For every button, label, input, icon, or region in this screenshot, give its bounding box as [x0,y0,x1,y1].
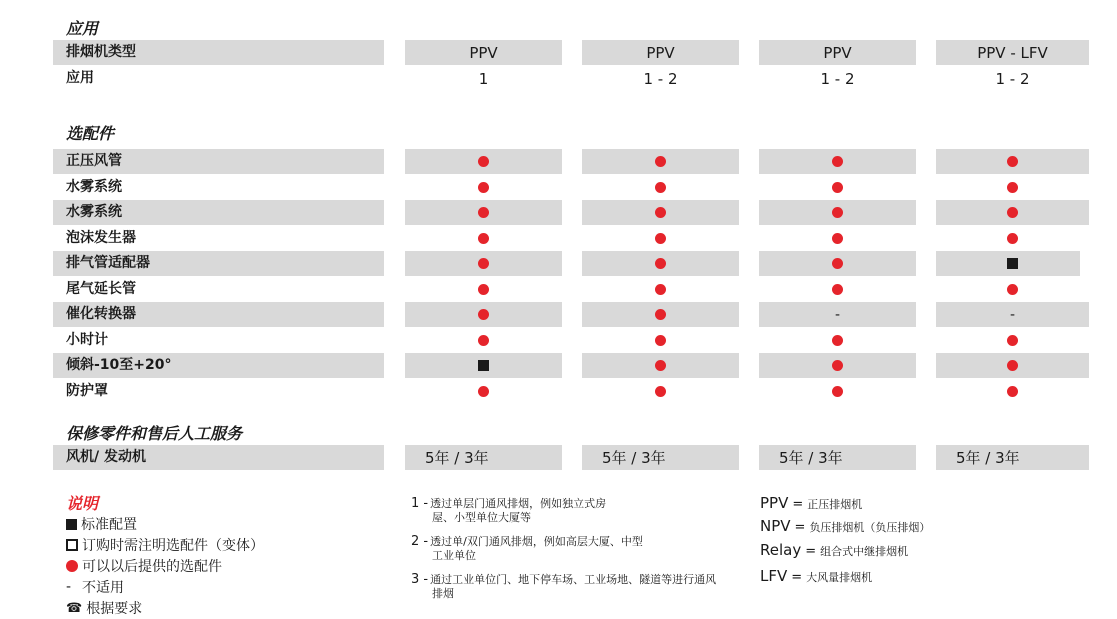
option-label: 防护罩 [66,383,108,399]
note-line [411,573,716,587]
abbreviation-key: LFV [760,567,788,585]
note-number: 2 - [411,534,429,549]
option-available-dot-icon [832,207,843,218]
option-cell [405,302,562,327]
note-number: 1 - [411,496,429,511]
application-value: 1 - 2 [643,69,678,88]
option-available-dot-icon [478,156,489,167]
equals-sign: = [805,544,817,559]
note-line: 排烟 [432,587,454,600]
legend-text: 可以以后提供的选配件 [82,559,222,575]
option-cell [759,251,916,276]
option-cell [759,353,916,378]
option-available-dot-icon [478,182,489,193]
option-cell [936,175,1089,200]
option-available-dot-icon [655,360,666,371]
equals-sign: = [791,570,803,585]
option-cell [405,251,562,276]
option-cell [936,251,1089,276]
abbreviation-item [760,541,908,559]
option-cell [936,379,1089,404]
option-cell [759,149,916,174]
option-available-dot-icon [655,309,666,320]
note-line [411,497,606,511]
section-title-application: 应用 [66,19,99,38]
option-available-dot-icon [832,386,843,397]
standard-square-icon [1007,258,1018,269]
standard-square-icon [478,360,489,371]
option-cell [759,302,916,327]
legend-item [66,577,124,597]
phone-icon: ☎ [66,600,83,616]
option-cell [936,149,1089,174]
option-label: 水雾系统 [66,179,122,195]
option-available-dot-icon [655,182,666,193]
dash-icon: - [66,579,72,595]
option-cell [582,226,739,251]
option-label: 小时计 [66,332,108,348]
option-cell [405,149,562,174]
option-cell [936,302,1089,327]
note-line [411,535,643,549]
option-label: 水雾系统 [66,204,122,220]
option-available-dot-icon [832,335,843,346]
option-available-dot-icon [832,360,843,371]
application-value: 1 - 2 [995,69,1030,88]
option-cell [405,226,562,251]
note-item [411,497,606,525]
abbreviation-item [760,567,872,585]
option-available-dot-icon [1007,156,1018,167]
option-available-dot-icon [1007,182,1018,193]
option-cell [582,379,739,404]
note-item [411,573,716,601]
option-cell [405,200,562,225]
option-available-dot-icon [478,258,489,269]
legend-item [66,556,222,576]
option-cell [582,149,739,174]
row-label: 应用 [66,70,94,86]
column-header: PPV [646,43,675,62]
option-available-dot-icon [832,233,843,244]
application-value: 1 - 2 [820,69,855,88]
option-cell [582,251,739,276]
option-cell [582,328,739,353]
option-cell [936,226,1089,251]
option-cell [582,200,739,225]
column-header: PPV [823,43,852,62]
abbreviation-item [760,517,930,535]
option-available-dot-icon [832,258,843,269]
option-cell [582,277,739,302]
section-title-warranty: 保修零件和售后人工服务 [66,424,243,443]
equals-sign: = [792,497,804,512]
note-item [411,535,643,563]
option-label: 倾斜-10至+20° [66,357,172,373]
option-available-dot-icon [832,156,843,167]
legend-text: 标准配置 [81,517,137,533]
option-available-dot-icon [478,335,489,346]
option-available-dot-icon [655,284,666,295]
option-label: 泡沫发生器 [66,230,136,246]
note-text: 透过单层门通风排烟，例如独立式房 [430,497,607,510]
option-cell [759,277,916,302]
warranty-value: 5年 / 3年 [779,449,843,467]
option-cell [582,353,739,378]
legend-text: 不适用 [82,580,124,596]
option-available-dot-icon [478,309,489,320]
not-applicable-dash: - [1009,306,1016,323]
option-available-dot-icon [1007,207,1018,218]
warranty-value: 5年 / 3年 [956,449,1020,467]
option-label: 尾气延长管 [66,281,136,297]
option-available-dot-icon [655,386,666,397]
option-available-dot-icon [478,233,489,244]
option-available-dot-icon [832,182,843,193]
option-cell [936,200,1089,225]
legend-text: 根据要求 [86,601,143,617]
warranty-value: 5年 / 3年 [602,449,666,467]
option-cell [405,328,562,353]
option-cell [936,328,1089,353]
not-applicable-dash: - [834,306,841,323]
legend-item [66,598,142,618]
equals-sign: = [794,520,806,535]
option-available-dot-icon [655,233,666,244]
option-cell [405,175,562,200]
option-available-dot-icon [1007,284,1018,295]
option-cell [759,328,916,353]
abbreviation-key: PPV [760,494,789,512]
legend-text: 订购时需注明选配件（变体） [82,538,264,554]
option-available-dot-icon [478,207,489,218]
abbreviation-key: NPV [760,517,791,535]
note-text: 透过单/双门通风排烟，例如高层大厦、中型 [430,535,643,548]
option-available-dot-icon [1007,335,1018,346]
option-available-dot-icon [655,156,666,167]
option-cell [759,226,916,251]
section-title-options: 选配件 [66,124,115,143]
abbreviation-desc: 正压排烟机 [807,498,863,511]
note-line: 工业单位 [432,549,476,562]
option-label: 催化转换器 [66,306,136,322]
row-label: 排烟机类型 [66,44,136,60]
red-dot-icon [66,560,78,572]
option-cell [759,175,916,200]
square-outline-icon [66,539,78,551]
note-number: 3 - [411,572,429,587]
warranty-value: 5年 / 3年 [425,449,489,467]
column-header: PPV - LFV [977,43,1048,62]
option-cell [405,277,562,302]
note-line: 屋、小型单位大厦等 [432,511,531,524]
abbreviation-desc: 负压排烟机（负压排烟） [809,521,931,534]
note-text: 通过工业单位门、地下停车场、工业场地、隧道等进行通风 [430,573,717,586]
option-available-dot-icon [1007,386,1018,397]
column-header: PPV [469,43,498,62]
option-cell [936,277,1089,302]
option-cell [582,302,739,327]
warranty-label: 风机/ 发动机 [66,449,146,465]
option-cell [405,379,562,404]
option-cell [759,200,916,225]
option-available-dot-icon [655,335,666,346]
option-label: 正压风管 [66,153,122,169]
option-available-dot-icon [832,284,843,295]
option-cell [405,353,562,378]
square-filled-icon [66,519,77,530]
abbreviation-key: Relay [760,541,802,559]
option-available-dot-icon [1007,233,1018,244]
legend-title: 说明 [66,494,99,513]
abbreviation-desc: 组合式中继排烟机 [820,545,909,558]
option-cell [582,175,739,200]
option-cell [759,379,916,404]
option-available-dot-icon [655,207,666,218]
abbreviation-item [760,494,862,512]
abbreviation-desc: 大风量排烟机 [806,571,873,584]
option-available-dot-icon [655,258,666,269]
option-cell [936,353,1089,378]
option-label: 排气管适配器 [66,255,150,271]
application-value: 1 [478,69,489,88]
option-available-dot-icon [478,386,489,397]
option-available-dot-icon [478,284,489,295]
legend-item [66,514,137,534]
legend-item [66,535,264,555]
option-available-dot-icon [1007,360,1018,371]
